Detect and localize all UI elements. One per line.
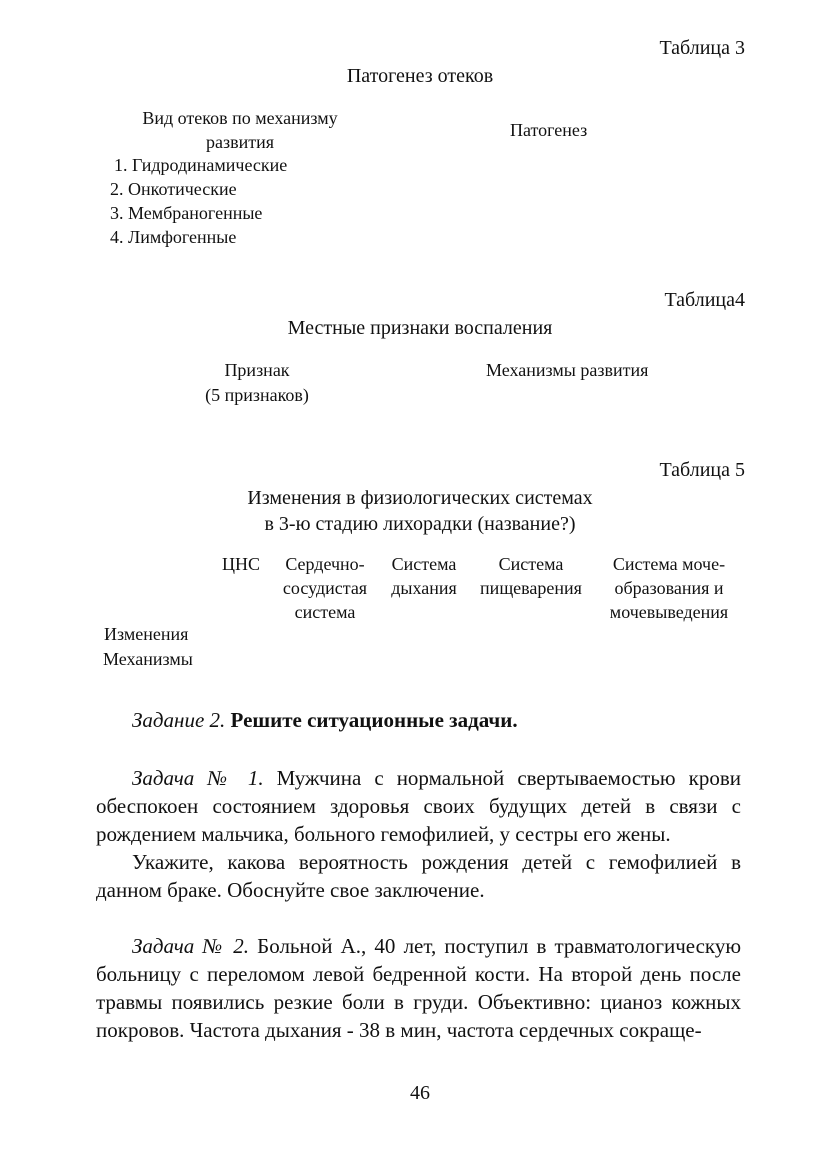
table3-label: Таблица 3 [659,37,745,59]
table4-col1-header-line1: Признак [224,360,290,380]
problem2-text [96,932,741,1044]
problem2-body: Больной А., 40 лет, поступил в травматологическую больницу с переломом левой бедренной кости. На второй день после травмы появились резкие боли в груди. Объективно: цианоз кожных покровов. Частота дыхания - 38 в мин, частота сердечных сокраще- [96,934,742,1042]
task-heading [132,706,518,734]
table3-row: 1. Гидродинамические [114,155,288,175]
table4-col1-header-line2: (5 признаков) [205,385,309,405]
task-text: Решите ситуационные задачи. [230,708,518,732]
table3-row: 3. Мембраногенные [110,203,263,223]
table5-title-line2: в 3-ю стадию лихорадки (название?) [264,513,576,535]
table3-title: Патогенез отеков [346,65,494,87]
table4-col2-header: Механизмы развития [486,360,649,380]
table5-row-header: Механизмы [103,649,193,669]
table5-row-header: Изменения [104,624,189,644]
table5-col-header: Система пищеварения [480,554,582,598]
table5-col-header: Система моче- образования и мочевыведения [609,554,729,622]
table3-col2-header: Патогенез [510,120,588,140]
table5-title-line1: Изменения в физиологических системах [247,487,593,509]
table5-col-header: Сердечно- сосудистая система [282,554,368,622]
page-number: 46 [410,1082,430,1104]
problem1-text [96,764,741,904]
table3-col1-header-line2: развития [205,132,274,152]
table4-title: Местные признаки воспаления [287,317,553,339]
table3-row: 4. Лимфогенные [110,227,237,247]
table5-col-header: ЦНС [221,554,260,574]
table3-col1-header-line1: Вид отеков по механизму [142,108,338,128]
table5-label: Таблица 5 [659,459,745,481]
table5-col-header: Система дыхания [391,554,457,598]
table3-row: 2. Онкотические [110,179,237,199]
problem1-question: Укажите, какова вероятность рождения детей с гемофилией в данном браке. Обоснуйте свое заключение. [96,850,741,902]
problem2-label: Задача № 2. [132,934,249,958]
table4-label: Таблица4 [664,289,745,311]
problem1-body: Мужчина с нормальной свертываемостью крови обеспокоен состоянием здоровья своих будущих детей в связи с рождением мальчика, больного гемофилией, у сестры его жены. [96,766,741,846]
task-label: Задание 2. [132,708,226,732]
problem1-label: Задача № 1. [132,766,264,790]
